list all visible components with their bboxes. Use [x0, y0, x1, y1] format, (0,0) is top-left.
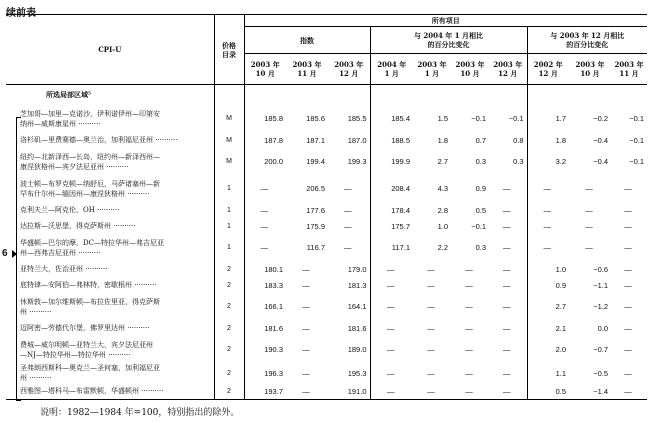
value-cell: 196.3	[244, 363, 286, 383]
value-cell: —	[624, 205, 632, 215]
value-cell: 1.0	[437, 221, 448, 231]
value-cell: —	[244, 218, 286, 234]
table-row	[6, 320, 647, 336]
table-row	[6, 105, 647, 132]
value-cell: —	[465, 368, 473, 378]
value-cell: −0.7	[593, 345, 608, 354]
value-cell: −0.1	[471, 221, 486, 231]
value-cell: 185.5	[347, 114, 367, 123]
value-cell: —	[370, 277, 413, 293]
price-catalog-cell: 2	[214, 277, 244, 293]
value-cell: —	[302, 368, 310, 378]
value-cell: 175.7	[370, 218, 413, 234]
region-label-line: 达拉斯—沃思堡，得克萨斯州 ··········	[20, 222, 136, 230]
value-cell: —	[624, 345, 632, 354]
value-cell: —	[370, 293, 413, 320]
region-label-line: 康涅狄格州—宾夕法尼亚州 ··········	[20, 162, 129, 171]
value-cell: —	[370, 363, 413, 383]
region-label	[6, 132, 214, 148]
region-label-line: 克利夫兰—阿克伦，OH ··········	[20, 206, 120, 214]
region-label-line: 底特律—安阿伯—弗林特，密歇根州 ··········	[20, 281, 157, 289]
value-cell: —	[427, 302, 435, 311]
value-cell: —	[302, 386, 310, 396]
value-cell: 199.3	[347, 157, 367, 166]
value-cell: —	[465, 386, 473, 396]
region-label	[6, 261, 214, 277]
value-cell: —	[527, 175, 569, 202]
table-row	[6, 132, 647, 148]
value-cell: —	[585, 221, 593, 231]
header-change-dec2003: 与 2003 年 12 月相比 的百分比变化	[527, 27, 647, 54]
value-cell: —	[427, 264, 435, 274]
value-cell: —	[344, 205, 352, 215]
value-cell: 0.5	[475, 205, 486, 215]
table-row	[6, 277, 647, 293]
value-cell: 116.7	[306, 243, 325, 252]
value-cell: −0.2	[593, 114, 608, 123]
value-cell: —	[585, 184, 593, 193]
value-cell: 199.9	[370, 148, 413, 175]
region-label	[6, 363, 214, 383]
header-change-jan2004: 与 2004 年 1 月相比 的百分比变化	[370, 27, 527, 54]
value-cell: 190.3	[244, 336, 286, 363]
value-cell: 1.7	[527, 105, 569, 132]
value-cell: —	[503, 205, 511, 215]
value-cell: 195.3	[347, 368, 367, 378]
region-label-line: 州 ··········	[20, 374, 52, 382]
value-cell: −1.1	[593, 280, 608, 290]
value-cell: —	[624, 264, 632, 274]
value-cell: —	[503, 323, 511, 333]
value-cell: —	[503, 184, 511, 193]
value-cell: —	[527, 234, 569, 261]
region-label-line: 州—西弗吉尼亚州 ··········	[20, 248, 101, 257]
region-label	[6, 383, 214, 400]
value-cell: —	[465, 280, 473, 290]
value-cell: 2.1	[527, 320, 569, 336]
region-label	[6, 234, 214, 261]
value-cell: —	[624, 386, 632, 396]
value-cell: −0.1	[471, 114, 486, 123]
value-cell: 206.5	[306, 184, 325, 193]
column-header: 2003 年 1 月	[413, 54, 451, 85]
region-label	[6, 175, 214, 202]
footnote: 说明：1982—1984 年=100，特别指出的除外。	[40, 408, 240, 418]
value-cell: 187.1	[306, 135, 325, 145]
value-cell: 0.7	[475, 135, 486, 145]
table-row	[6, 293, 647, 320]
price-catalog-cell: 1	[214, 175, 244, 202]
region-label-line: 圣弗朗西斯科—奥克兰—圣何塞，加利福尼亚	[20, 364, 160, 372]
table-row	[6, 218, 647, 234]
value-cell: —	[624, 243, 632, 252]
value-cell: 0.3	[513, 157, 524, 166]
value-cell: —	[585, 243, 593, 252]
region-label-line: 亚特兰大，佐治亚州 ··········	[20, 265, 108, 273]
value-cell: —	[527, 202, 569, 218]
region-label	[6, 336, 214, 363]
value-cell: 2.8	[437, 205, 448, 215]
value-cell: −0.1	[629, 135, 645, 145]
table-header	[6, 15, 647, 85]
table-row	[6, 383, 647, 400]
column-header: 2003 年 11 月	[611, 54, 647, 85]
region-label	[6, 202, 214, 218]
value-cell: —	[503, 386, 511, 396]
value-cell: 2.7	[437, 157, 448, 166]
table-row	[6, 234, 647, 261]
value-cell: 208.4	[370, 175, 413, 202]
section-label: 所选局部区域⁵	[46, 90, 92, 99]
value-cell: 3.2	[527, 148, 569, 175]
value-cell: 2.2	[437, 243, 448, 252]
header-cpi: CPI-U	[6, 15, 214, 85]
value-cell: —	[465, 264, 473, 274]
value-cell: −0.1	[629, 114, 645, 123]
column-header: 2003 年 10 月	[451, 54, 489, 85]
region-label-line: 罕布什尔州—缅因州—康涅狄格州 ··········	[20, 189, 150, 198]
region-label-line: 迈阿密—劳德代尔堡，佛罗里达州 ··········	[20, 324, 150, 332]
value-cell: 181.6	[244, 320, 286, 336]
value-cell: 166.1	[244, 293, 286, 320]
value-cell: 2.0	[527, 336, 569, 363]
value-cell: −1.4	[593, 386, 608, 396]
price-catalog-cell: 1	[214, 234, 244, 261]
value-cell: 1.5	[437, 114, 448, 123]
value-cell: 188.5	[370, 132, 413, 148]
value-cell: —	[302, 280, 310, 290]
value-cell: 0.3	[475, 243, 486, 252]
value-cell: —	[427, 345, 435, 354]
value-cell: 1.1	[527, 363, 569, 383]
value-cell: 0.3	[475, 157, 486, 166]
value-cell: —	[370, 383, 413, 400]
region-label	[6, 218, 214, 234]
price-catalog-cell: 2	[214, 261, 244, 277]
value-cell: 180.1	[244, 261, 286, 277]
value-cell: 183.3	[244, 277, 286, 293]
value-cell: —	[503, 264, 511, 274]
value-cell: 200.0	[244, 148, 286, 175]
column-header: 2003 年 10 月	[569, 54, 611, 85]
value-cell: 181.3	[347, 280, 367, 290]
price-catalog-cell: M	[214, 132, 244, 148]
column-header: 2004 年 1 月	[370, 54, 413, 85]
value-cell: —	[344, 243, 352, 252]
value-cell: 187.8	[244, 132, 286, 148]
region-label	[6, 148, 214, 175]
value-cell: 179.0	[347, 264, 367, 274]
value-cell: —	[503, 221, 511, 231]
region-label-line: 波士顿—布罗克顿—纳舒厄，马萨诸塞州—新	[20, 179, 160, 188]
value-cell: —	[370, 261, 413, 277]
value-cell: —	[503, 345, 511, 354]
value-cell: —	[302, 323, 310, 333]
value-cell: 0.8	[513, 135, 524, 145]
cpi-table	[6, 14, 647, 400]
region-label-line: 费城—威尔明顿—亚特兰大，宾夕法尼亚州	[20, 340, 153, 349]
value-cell: —	[244, 175, 286, 202]
region-label-line: 西雅图—塔科马—布雷默顿，华盛顿州 ··········	[20, 387, 164, 395]
price-catalog-cell: 2	[214, 293, 244, 320]
value-cell: —	[624, 184, 632, 193]
value-cell: 0.5	[527, 383, 569, 400]
value-cell: —	[527, 218, 569, 234]
value-cell: 4.3	[437, 184, 448, 193]
region-label	[6, 277, 214, 293]
price-catalog-cell: M	[214, 105, 244, 132]
table-row	[6, 148, 647, 175]
value-cell: 0.9	[475, 184, 486, 193]
value-cell: 0.0	[597, 323, 608, 333]
region-label-line: 州 ··········	[20, 307, 52, 316]
value-cell: 0.9	[527, 277, 569, 293]
value-cell: —	[503, 368, 511, 378]
header-price-catalog: 价格 目录	[214, 15, 244, 85]
column-header: 2003 年 12 月	[328, 54, 370, 85]
price-catalog-cell: 2	[214, 363, 244, 383]
value-cell: −0.1	[508, 114, 524, 123]
price-catalog-cell: 2	[214, 383, 244, 400]
value-cell: 193.7	[244, 383, 286, 400]
value-cell: −0.1	[629, 157, 645, 166]
table-row	[6, 363, 647, 383]
value-cell: —	[465, 345, 473, 354]
value-cell: —	[427, 368, 435, 378]
value-cell: 175.9	[306, 221, 325, 231]
value-cell: 187.0	[347, 135, 367, 145]
region-label-line: 纳州—威斯康星州 ··········	[20, 119, 101, 128]
value-cell: —	[244, 234, 286, 261]
price-catalog-cell: 1	[214, 218, 244, 234]
table-row	[6, 175, 647, 202]
value-cell: —	[503, 280, 511, 290]
value-cell: —	[302, 302, 310, 311]
region-label-line: 芝加哥—加里—克诺沙，伊利诺伊州—印第安	[20, 109, 160, 118]
value-cell: —	[302, 264, 310, 274]
column-header: 2002 年 12 月	[527, 54, 569, 85]
value-cell: —	[624, 302, 632, 311]
region-label	[6, 320, 214, 336]
price-catalog-cell: 1	[214, 202, 244, 218]
value-cell: −0.4	[593, 135, 608, 145]
column-header: 2003 年 12 月	[489, 54, 527, 85]
value-cell: 177.6	[306, 205, 325, 215]
value-cell: 117.1	[370, 234, 413, 261]
column-header: 2003 年 11 月	[286, 54, 328, 85]
value-cell: 2.7	[527, 293, 569, 320]
region-label-line: 休斯敦—加尔维斯顿—布拉佐里亚，得克萨斯	[20, 297, 160, 306]
value-cell: —	[244, 202, 286, 218]
value-cell: 189.0	[347, 345, 367, 354]
page-title: 续前表	[6, 8, 36, 19]
value-cell: 1.8	[527, 132, 569, 148]
value-cell: —	[503, 243, 511, 252]
value-cell: —	[624, 323, 632, 333]
value-cell: −0.6	[593, 264, 608, 274]
table-row	[6, 261, 647, 277]
value-cell: 185.4	[370, 105, 413, 132]
region-label-line: 洛杉矶—里费赛德—奥兰治，加利福尼亚州 ··········	[20, 136, 178, 144]
value-cell: —	[465, 302, 473, 311]
value-cell: 181.6	[347, 323, 367, 333]
value-cell: —	[585, 205, 593, 215]
value-cell: —	[624, 280, 632, 290]
region-label-line: 纽约—北新泽西—长岛，纽约州—新泽西州—	[20, 152, 160, 161]
header-all-items: 所有项目	[244, 15, 647, 27]
value-cell: 185.8	[244, 105, 286, 132]
value-cell: 1.0	[527, 261, 569, 277]
value-cell: —	[503, 302, 511, 311]
value-cell: −0.5	[593, 368, 608, 378]
value-cell: —	[624, 221, 632, 231]
value-cell: 191.0	[347, 386, 367, 396]
value-cell: —	[427, 323, 435, 333]
value-cell: —	[427, 280, 435, 290]
table-row	[6, 336, 647, 363]
value-cell: —	[370, 320, 413, 336]
value-cell: −0.4	[593, 157, 608, 166]
value-cell: 178.4	[370, 202, 413, 218]
value-cell: 1.8	[437, 135, 448, 145]
header-index: 指数	[244, 27, 370, 54]
region-label-line: —NJ—特拉华州—特拉华州 ··········	[20, 350, 131, 359]
page-number: 6	[2, 248, 8, 259]
value-cell: —	[344, 184, 352, 193]
region-label	[6, 293, 214, 320]
value-cell: —	[302, 345, 310, 354]
value-cell: —	[465, 323, 473, 333]
value-cell: —	[370, 336, 413, 363]
value-cell: 164.1	[347, 302, 367, 311]
value-cell: 185.6	[306, 114, 325, 123]
value-cell: 199.4	[306, 157, 325, 166]
column-header: 2003 年 10 月	[244, 54, 286, 85]
region-label-line: 华盛顿—巴尔的摩，DC—特拉华州—弗吉尼亚	[20, 238, 164, 247]
price-catalog-cell: 2	[214, 336, 244, 363]
price-catalog-cell: M	[214, 148, 244, 175]
value-cell: —	[427, 386, 435, 396]
value-cell: —	[624, 368, 632, 378]
value-cell: —	[344, 221, 352, 231]
region-label	[6, 105, 214, 132]
value-cell: −1.2	[593, 302, 608, 311]
table-row	[6, 202, 647, 218]
price-catalog-cell: 2	[214, 320, 244, 336]
